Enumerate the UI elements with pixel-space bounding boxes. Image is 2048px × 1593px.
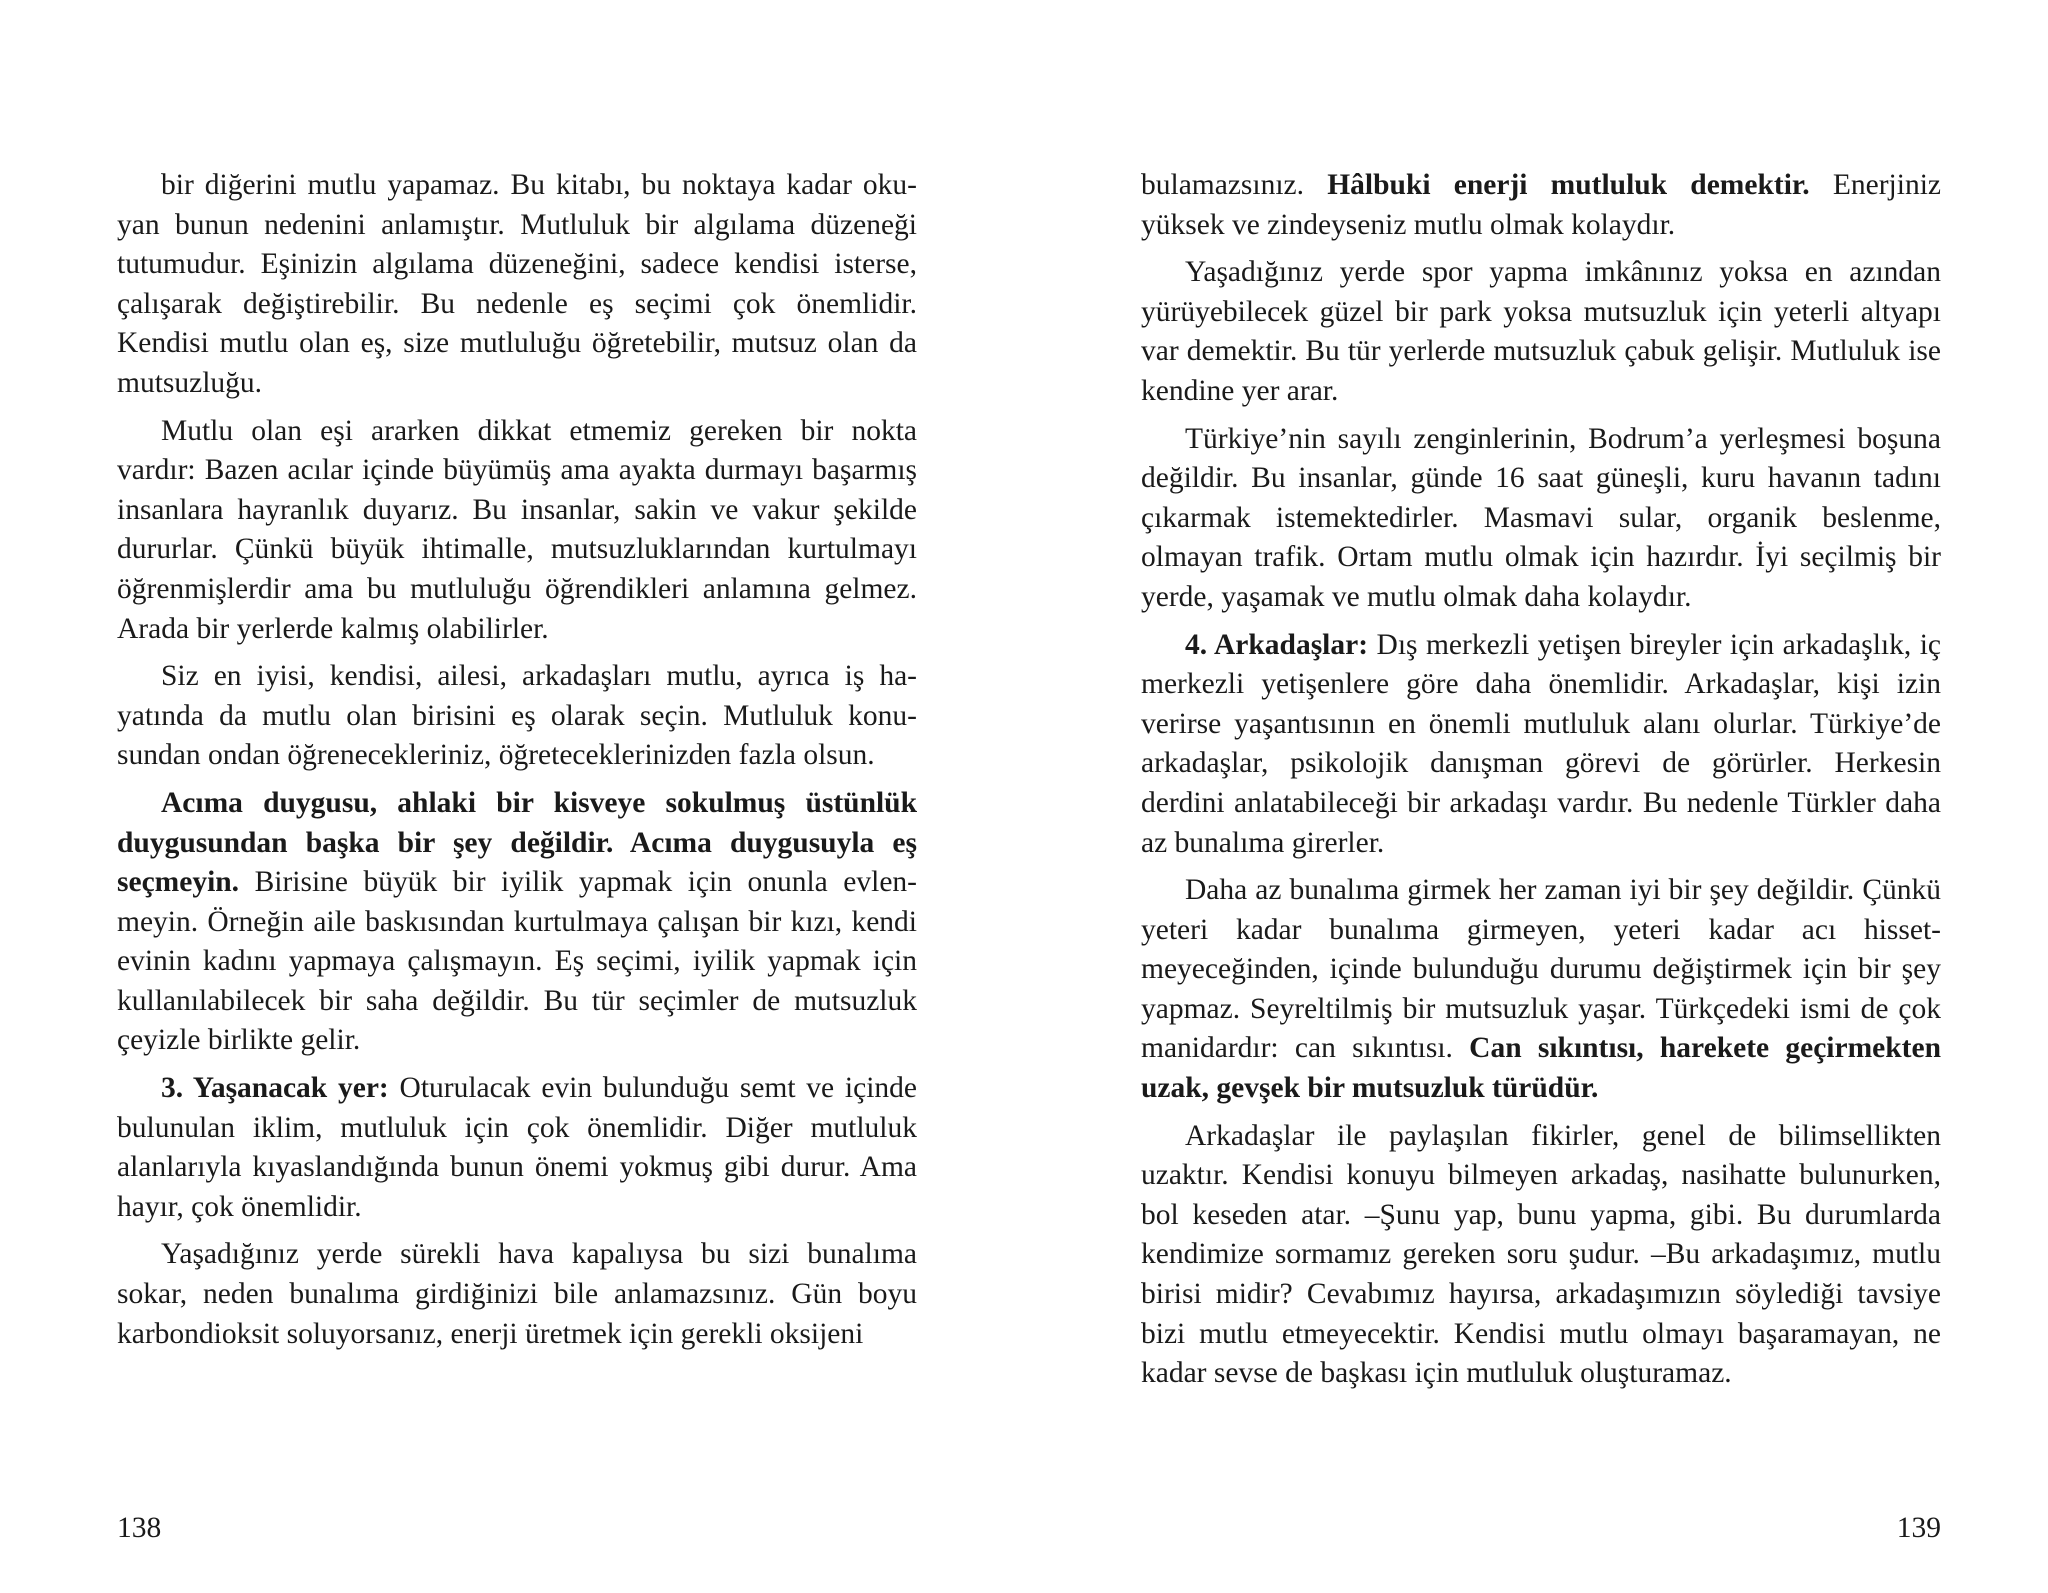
page-number: 139 <box>1896 1512 1941 1544</box>
paragraph <box>117 1069 917 1227</box>
paragraph <box>1141 420 1941 618</box>
paragraph <box>1141 166 1941 245</box>
paragraph <box>1141 1117 1941 1394</box>
right-page-body <box>1141 166 1941 1402</box>
text-run: Siz en iyisi, kendisi, ailesi, arkadaşları mutlu, ayrıca iş hayatında da mutlu olan birisini eş olarak seçin. Mutluluk konusundan ondan öğrenecekleriniz, öğreteceklerinizden fazla olsun. <box>117 660 917 772</box>
bold-text-run: Can sıkıntısı, harekete geçirmekten uzak, gevşek bir mutsuzluk türüdür. <box>1141 1032 1941 1105</box>
text-run: Türkiye’nin sayılı zenginlerinin, Bodrum’a yerleşmesi boşuna değildir. Bu insanlar, günde 16 saat güneşli, kuru havanın tadını çıkarmak istemektedirler. Masmavi sular, organik beslenme, olmayan trafik. Ortam mutlu olmak için hazırdır. İyi seçilmiş bir yerde, yaşamak ve mutlu olmak daha kolaydır. <box>1141 422 1941 613</box>
text-run: Mutlu olan eşi ararken dikkat etmemiz gereken bir nokta vardır: Bazen acılar içinde büyümüş ama ayakta durmayı başarmış insanlara hayranlık duyarız. Bu insanlar, sakin ve vakur şekilde dururlar. Çünkü büyük ihtimalle, mutsuzluklarından kurtulmayı öğrenmişlerdir ama bu mutluluğu öğrendikleri anlamına gelmez. Arada bir yerlerde kalmış olabilirler. <box>117 414 917 645</box>
text-run: Birisine büyük bir iyilik yapmak için onunla evlenmeyin. Örneğin aile baskısından kurtulmaya çalışan bir kızı, kendi evinin kadını yapmaya çalışmayın. Eş seçimi, iyilik yapmak için kullanılabilecek bir saha değildir. Bu tür seçimler de mutsuzluk çeyizle birlikte gelir. <box>117 866 917 1057</box>
text-run: Yaşadığınız yerde spor yapma imkânınız yoksa en azından yürüyebilecek güzel bir park yoksa mutsuzluk için yeterli altyapı var demektir. Bu tür yerlerde mutsuzluk çabuk gelişir. Mutluluk ise kendine yer arar. <box>1141 256 1941 407</box>
paragraph <box>117 784 917 1061</box>
paragraph <box>117 657 917 776</box>
text-run: Daha az bunalıma girmek her zaman iyi bir şey değildir. Çünkü yeteri kadar bunalıma girmeyen, yeteri kadar acı hissetmeyeceğinden, içinde bulunduğu durumu değiştirmek için bir şey yapmaz. Seyreltilmiş bir mutsuzluk yaşar. Türkçedeki ismi de çok manidardır: can sıkıntısı. <box>1141 874 1941 1065</box>
bold-text-run: Hâlbuki enerji mutluluk demektir. <box>1327 169 1810 201</box>
paragraph <box>117 166 917 404</box>
paragraph <box>1141 626 1941 864</box>
paragraph <box>117 1235 917 1354</box>
right-page <box>1024 0 2048 1593</box>
text-run: Dış merkezli yetişen bireyler için arkadaşlık, iç merkezli yetişenlere göre daha önemlidir. Arkadaşlar, kişi izin verirse yaşantısının en önemli mutluluk alanı olurlar. Türkiye’de arkadaşlar, psikolojik danışman görevi de görürler. Herkesin derdini anlatabileceği bir arkadaşı vardır. Bu nedenle Türkler daha az bunalıma girerler. <box>1141 628 1941 859</box>
paragraph <box>117 412 917 650</box>
text-run: Enerjiniz yüksek ve zindeyseniz mutlu olmak kolaydır. <box>1141 169 1941 241</box>
bold-text-run: 4. Arkadaşlar: <box>1185 628 1369 661</box>
text-run: bir diğerini mutlu yapamaz. Bu kitabı, bu noktaya kadar okuyan bunun nedenini anlamıştır. Mutluluk bir algılama düzeneği tutumudur. Eşinizin algılama düzeneğini, sadece kendisi isterse, çalışarak değiştirebilir. Bu nedenle eş seçimi çok önemlidir. Kendisi mutlu olan eş, size mutluluğu öğretebilir, mutsuz olan da mutsuzluğu. <box>117 169 917 399</box>
text-run: Yaşadığınız yerde sürekli hava kapalıysa bu sizi bunalıma sokar, neden bunalıma girdiğinizi bile anlamazsınız. Gün boyu karbondioksit soluyorsanız, enerji üretmek için gerekli oksijeni <box>117 1238 917 1350</box>
text-run: bulamazsınız. <box>1141 169 1328 201</box>
left-page-body <box>117 166 917 1362</box>
text-run: Arkadaşlar ile paylaşılan fikirler, genel de bilimsellikten uzaktır. Kendisi konuyu bilmeyen arkadaş, nasihatte bulunurken, bol keseden atar. –Şunu yap, bunu yapma, gibi. Bu durumlarda kendimize sormamız gereken soru şudur. –Bu arkadaşımız, mutlu birisi midir? Cevabımız hayırsa, arkadaşımızın söylediği tavsiye bizi mutlu etmeyecektir. Kendisi mutlu olmayı başaramayan, ne kadar sevse de başkası için mutluluk oluşturamaz. <box>1141 1119 1941 1390</box>
paragraph <box>1141 253 1941 411</box>
bold-text-run: Acıma duygusu, ahlaki bir kisveye sokulmuş üstünlük duygusundan başka bir şey değildir. Acıma duygusuyla eş seçmeyin. <box>117 786 917 899</box>
page-number: 138 <box>117 1512 162 1544</box>
text-run: Oturulacak evin bulunduğu semt ve içinde bulunulan iklim, mutluluk için çok önemlidir. Diğer mutluluk alanlarıyla kıyaslandığında bunun önemi yokmuş gibi durur. Ama hayır, çok önemlidir. <box>117 1072 917 1223</box>
paragraph <box>1141 871 1941 1109</box>
bold-text-run: 3. Yaşanacak yer: <box>161 1072 389 1105</box>
